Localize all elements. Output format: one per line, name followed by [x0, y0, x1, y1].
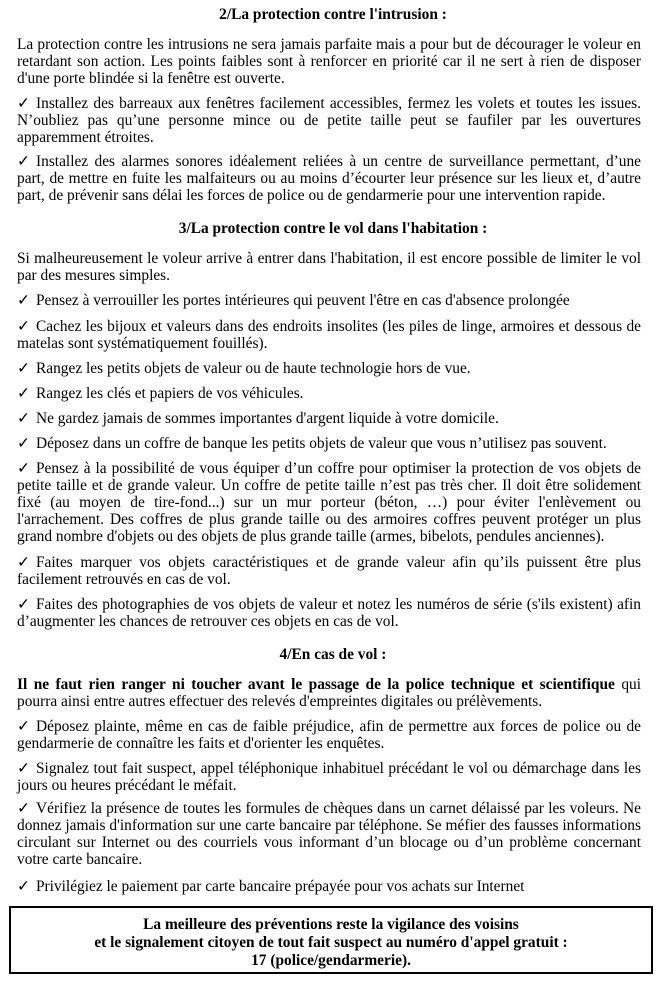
section-title-en-cas-de-vol: 4/En cas de vol :: [279, 646, 387, 663]
list-item: [17, 360, 641, 377]
list-item: [17, 95, 641, 146]
paragraph-intrusion-intro: La protection contre les intrusions ne sera jamais parfaite mais a pour but de décourager le voleur en retardant son action. Les points faibles sont à renforcer en priorité car il ne sert à rien de disposer d'une porte blindée si la fenêtre est ouverte.: [17, 36, 641, 87]
paragraph-vol-intro-2: [17, 676, 641, 710]
list-item-text: Installez des barreaux aux fenêtres facilement accessibles, fermez les volets et toutes les issues. N’oubliez pas qu’une personne mince ou de petite taille peut se faufiler par les ouvertures apparemment étroites.: [17, 95, 641, 146]
check-icon: ✓: [17, 760, 30, 777]
callout-line-3: 17 (police/gendarmerie).: [251, 952, 411, 969]
list-item-text: Signalez tout fait suspect, appel téléphonique inhabituel précédant le vol ou démarchage dans les jours ou heures précédant le méfait.: [17, 760, 641, 794]
list-item-text: Déposez dans un coffre de banque les petits objets de valeur que vous n’utilisez pas souvent.: [36, 435, 607, 452]
check-icon: ✓: [17, 800, 30, 817]
list-item-text: Rangez les petits objets de valeur ou de haute technologie hors de vue.: [36, 360, 471, 377]
footer-callout-box: [9, 906, 653, 974]
check-icon: ✓: [17, 410, 30, 427]
list-item-text: Vérifiez la présence de toutes les formules de chèques dans un carnet délaissé par les voleurs. Ne donnez jamais d'information sur une carte bancaire par téléphone. Se méfier des fausses informations circulant sur Internet ou des courriels vous informant d’un blocage ou d’un problème concernant votre carte bancaire.: [17, 800, 641, 868]
check-icon: ✓: [17, 318, 30, 335]
callout-line-1: La meilleure des préventions reste la vigilance des voisins: [143, 916, 519, 933]
list-item-text: Faites des photographies de vos objets de valeur et notez les numéros de série (s'ils existent) afin d’augmenter les chances de retrouver ces objets en cas de vol.: [17, 596, 641, 630]
list-item-text: Cachez les bijoux et valeurs dans des endroits insolites (les piles de linge, armoires et dessous de matelas sont systématiquement fouillés).: [17, 318, 641, 352]
list-item: [17, 760, 641, 794]
check-icon: ✓: [17, 360, 30, 377]
check-icon: ✓: [17, 435, 30, 452]
bold-intro: Il ne faut rien ranger ni toucher avant le passage de la police technique et scientifique: [17, 676, 615, 693]
paragraph-vol-intro: Si malheureusement le voleur arrive à entrer dans l'habitation, il est encore possible de limiter le vol par des mesures simples.: [17, 250, 641, 284]
check-icon: ✓: [17, 554, 30, 571]
list-item-text: Pensez à la possibilité de vous équiper d’un coffre pour optimiser la protection de vos objets de petite taille et de grande valeur. Un coffre de petite taille n’est pas très cher. Il doit être solidement fixé (au moyen de tire-fond...) sur un mur porteur (béton, …) pour éviter l'enlèvement ou l'arrachement. Des coffres de plus grande taille ou des armoires coffres peuvent protéger un plus grand nombre d'objets ou des objets de plus grande taille (armes, bibelots, pendules anciennes).: [17, 460, 641, 545]
check-icon: ✓: [17, 878, 30, 895]
list-item: [17, 410, 641, 427]
list-item: [17, 800, 641, 868]
list-item-text: Installez des alarmes sonores idéalement reliées à un centre de surveillance permettant, d’une part, de mettre en fuite les malfaiteurs ou au moins d’écourter leur présence sur les lieux et, d’autre part, de prévenir sans délai les forces de police ou de gendarmerie pour une intervention rapide.: [17, 153, 641, 204]
check-icon: ✓: [17, 596, 30, 613]
check-icon: ✓: [17, 385, 30, 402]
list-item: [17, 718, 641, 752]
section-title-vol-habitation: 3/La protection contre le vol dans l'habitation :: [178, 220, 488, 237]
list-item: [17, 596, 641, 630]
list-item: [17, 878, 641, 895]
list-item-text: Faites marquer vos objets caractéristiques et de grande valeur afin qu’ils puissent être plus facilement retrouvés en cas de vol.: [17, 554, 641, 588]
section-title-intrusion: 2/La protection contre l'intrusion :: [219, 6, 447, 23]
list-item-text: Ne gardez jamais de sommes importantes d'argent liquide à votre domicile.: [36, 410, 499, 427]
intro-rest: qui pourra ainsi entre autres effectuer des relevés d'empreintes digitales ou prélèvements.: [17, 676, 641, 710]
check-icon: ✓: [17, 95, 30, 112]
list-item-text: Rangez les clés et papiers de vos véhicules.: [36, 385, 304, 402]
list-item-text: Déposez plainte, même en cas de faible préjudice, afin de permettre aux forces de police ou de gendarmerie de connaître les faits et d'orienter les enquêtes.: [17, 718, 641, 752]
list-item-text: Privilégiez le paiement par carte bancaire prépayée pour vos achats sur Internet: [36, 878, 525, 895]
check-icon: ✓: [17, 292, 30, 309]
list-item-text: Pensez à verrouiller les portes intérieures qui peuvent l'être en cas d'absence prolongée: [36, 292, 570, 309]
list-item: [17, 554, 641, 588]
check-icon: ✓: [17, 460, 30, 477]
list-item: [17, 153, 641, 204]
list-item: [17, 385, 641, 402]
check-icon: ✓: [17, 718, 30, 735]
list-item: [17, 460, 641, 545]
list-item: [17, 435, 641, 452]
list-item: [17, 318, 641, 352]
check-icon: ✓: [17, 153, 30, 170]
list-item: [17, 292, 641, 309]
callout-line-2: et le signalement citoyen de tout fait suspect au numéro d'appel gratuit :: [94, 934, 568, 951]
